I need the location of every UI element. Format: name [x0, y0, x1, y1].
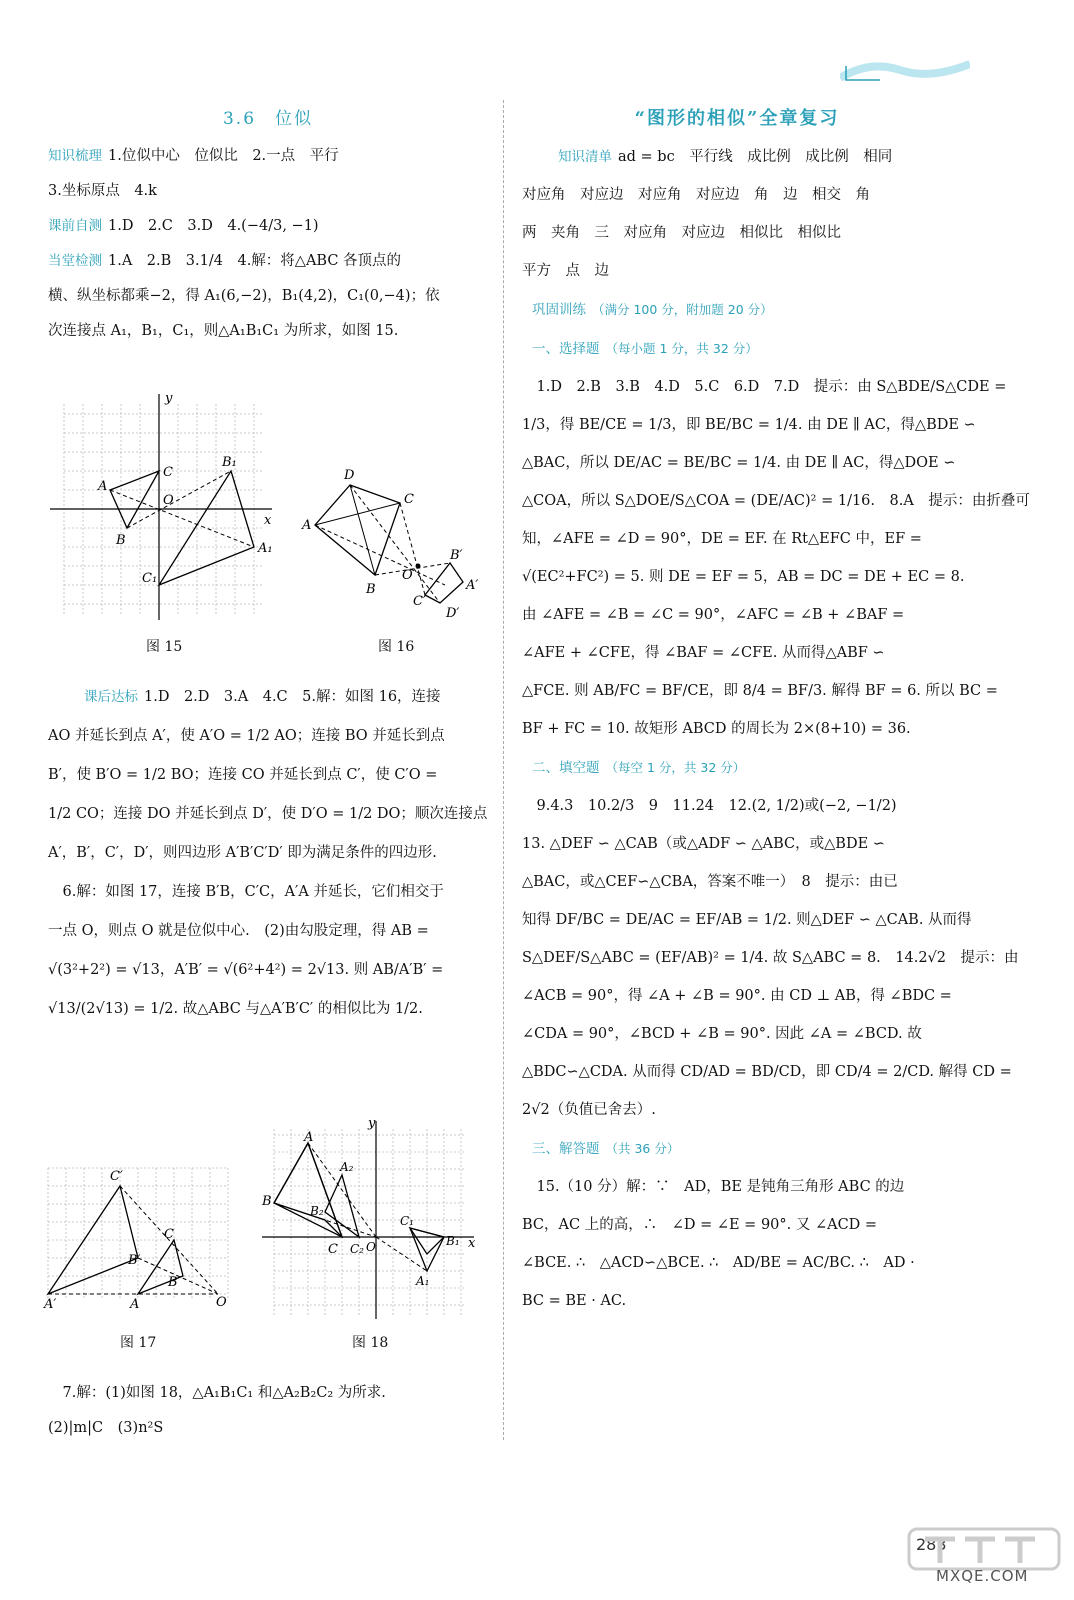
line-text: △COA，所以 S△DOE/S△COA = (DE/AC)² = 1/16. 8.A 提示：由折叠可 — [522, 493, 1030, 509]
line-text: △BDC∽△CDA. 从而得 CD/AD = BD/CD，即 CD/4 = 2/CD. 解得 CD = — [522, 1064, 1012, 1080]
line-text: 1.D 2.D 3.A 4.C 5.解：如图 16，连接 — [144, 689, 441, 705]
answer-line — [522, 1025, 952, 1044]
line-text: 次连接点 A₁，B₁，C₁，则△A₁B₁C₁ 为所求，如图 15. — [48, 323, 399, 339]
line-text: BC，AC 上的高，∴ ∠D = ∠E = 90°. 又 ∠ACD = — [522, 1217, 878, 1233]
answer-line — [522, 186, 952, 205]
fig16-label: D — [344, 468, 355, 483]
line-text: 1.D 2.B 3.B 4.D 5.C 6.D 7.D 提示：由 S△BDE/S△CDE = — [522, 379, 1007, 395]
line-text: A′，B′，C′，D′，则四边形 A′B′C′D′ 即为满足条件的四边形. — [48, 845, 437, 861]
fig15-label: A — [98, 479, 108, 494]
figure-17 — [40, 1160, 240, 1310]
line-text: B′，使 B′O = 1/2 BO；连接 CO 并延长到点 C′，使 C′O = — [48, 767, 438, 783]
line-label: 知识梳理 — [48, 148, 102, 164]
line-text: 对应角 对应边 对应角 对应边 角 边 相交 角 — [522, 187, 870, 203]
fig17-label: A — [130, 1297, 140, 1310]
fig15-label: C₁ — [142, 571, 158, 586]
fig18-label: A — [304, 1130, 314, 1145]
answer-line — [522, 911, 972, 930]
line-label: 知识清单 — [558, 149, 612, 165]
line-label: 课前自测 — [48, 218, 102, 234]
line-text: 横、纵坐标都乘−2，得 A₁(6,−2)，B₁(4,2)，C₁(0,−4)；依 — [48, 288, 440, 304]
fig18-label: C₁ — [400, 1214, 414, 1228]
answer-line — [48, 217, 488, 236]
answer-line — [522, 1254, 952, 1273]
fig16-label: C — [404, 492, 414, 507]
caption-fig16: 图 16 — [378, 639, 415, 655]
line-text: 1/2 CO；连接 DO 并延长到点 D′，使 D′O = 1/2 DO；顺次连接点 — [48, 806, 488, 822]
answer-line — [522, 835, 952, 854]
fig17-label: C′ — [110, 1169, 123, 1184]
answer-line — [522, 797, 952, 816]
line-text: ∠CDA = 90°，∠BCD + ∠B = 90°. 因此 ∠A = ∠BCD. 故 — [522, 1026, 922, 1042]
line-text: BC = BE · AC. — [522, 1293, 627, 1309]
caption-fig18: 图 18 — [352, 1335, 389, 1351]
line-text: 一点 O，则点 O 就是位似中心. (2)由勾股定理，得 AB = — [48, 923, 429, 939]
fig17-label: C — [164, 1227, 174, 1242]
fig18-label: B — [262, 1194, 272, 1209]
answer-line — [522, 720, 952, 739]
fig16-label: A — [302, 518, 312, 533]
fig15-label: O — [163, 493, 174, 508]
answer-line — [522, 987, 952, 1006]
fig17-label: B — [168, 1275, 178, 1290]
fig18-label: B₁ — [446, 1234, 460, 1248]
line-text: ∠BCE. ∴ △ACD∽△BCE. ∴ AD/BE = AC/BC. ∴ AD · — [522, 1255, 915, 1271]
answer-line — [522, 682, 998, 701]
answer-line — [48, 322, 488, 341]
fig17-label: A′ — [44, 1297, 57, 1310]
fig17-label: B′ — [128, 1253, 141, 1268]
header-wave-decoration — [840, 58, 970, 84]
answer-line — [48, 766, 488, 785]
right-column — [522, 92, 1030, 1330]
line-text: 13. △DEF ∽ △CAB（或△ADF ∽ △ABC，或△BDE ∽ — [522, 836, 885, 852]
caption-fig15: 图 15 — [146, 639, 183, 655]
line-text: 7.解：(1)如图 18，△A₁B₁C₁ 和△A₂B₂C₂ 为所求. — [48, 1385, 386, 1401]
right-lines — [522, 148, 1030, 1311]
answer-line — [522, 262, 952, 281]
section-title-chapter-review: “图形的相似”全章复习 — [634, 108, 840, 129]
caption-fig17: 图 17 — [120, 1335, 157, 1351]
answer-line — [522, 568, 965, 587]
answer-line — [522, 873, 952, 892]
fig15-label: x — [264, 513, 272, 528]
fig18-label: C — [328, 1242, 338, 1257]
answer-line — [522, 644, 952, 663]
answer-line — [522, 1178, 952, 1197]
line-label: 二、填空题 — [532, 760, 600, 776]
line-text: 知，∠AFE = ∠D = 90°，DE = EF. 在 Rt△EFC 中，EF = — [522, 531, 922, 547]
line-label: 课后达标 — [84, 689, 138, 705]
fig17-label: O — [216, 1295, 227, 1310]
answer-line — [522, 1139, 952, 1159]
fig16-label: C′ — [413, 594, 426, 609]
line-text: 15.（10 分）解：∵ AD，BE 是钝角三角形 ABC 的边 — [522, 1179, 905, 1195]
answer-line — [522, 416, 976, 435]
line-text: (2)|m|C (3)n²S — [48, 1420, 164, 1436]
answer-line — [48, 147, 488, 166]
answer-line — [48, 688, 488, 707]
line-text: 2√2（负值已舍去）. — [522, 1102, 656, 1118]
fig16-label: O — [402, 568, 413, 583]
answer-line — [522, 1292, 952, 1311]
fig18-label: x — [468, 1236, 476, 1251]
section-title-3-6: 3.6 位似 — [222, 109, 314, 129]
line-text: AO 并延长到点 A′，使 A′O = 1/2 AO；连接 BO 并延长到点 — [48, 728, 445, 744]
answer-line — [48, 1000, 488, 1019]
answer-line — [48, 182, 488, 201]
fig15-label: y — [165, 392, 173, 406]
fig18-label: A₂ — [340, 1160, 354, 1174]
line-text: （每小题 1 分，共 32 分） — [605, 341, 758, 356]
line-text: △FCE. 则 AB/FC = BF/CE，即 8/4 = BF/3. 解得 BF = 6. 所以 BC = — [522, 683, 998, 699]
line-label: 一、选择题 — [532, 341, 600, 357]
line-text: √13/(2√13) = 1/2. 故△ABC 与△A′B′C′ 的相似比为 1/2. — [48, 1001, 423, 1017]
left-block-2 — [48, 688, 488, 1039]
fig15-label: C — [163, 465, 173, 480]
line-text: √(3²+2²) = √13，A′B′ = √(6²+4²) = 2√13. 则 AB/A′B′ = — [48, 962, 444, 978]
line-text: 9.4.3 10.2/3 9 11.24 12.(2, 1/2)或(−2, −1/2) — [522, 798, 897, 814]
answer-line — [522, 1063, 1012, 1082]
answer-line — [48, 961, 488, 980]
fig18-label: B₂ — [310, 1204, 324, 1218]
answer-line — [48, 844, 488, 863]
line-text: 6.解：如图 17，连接 B′B，C′C，A′A 并延长，它们相交于 — [48, 884, 444, 900]
line-label: 三、解答题 — [532, 1141, 600, 1157]
line-text: 由 ∠AFE = ∠B = ∠C = 90°，∠AFC = ∠B + ∠BAF = — [522, 607, 905, 623]
answer-line — [522, 492, 1030, 511]
line-text: △BAC，或△CEF∽△CBA，答案不唯一） 8 提示：由已 — [522, 874, 898, 890]
left-block-1 — [48, 147, 488, 341]
answer-line — [522, 530, 952, 549]
watermark-text: MXQE.COM — [936, 1567, 1029, 1585]
figure-18 — [258, 1115, 483, 1320]
answer-line — [48, 1419, 488, 1438]
answer-line — [48, 1384, 488, 1403]
line-text: （满分 100 分，附加题 20 分） — [592, 302, 773, 317]
answer-line — [48, 805, 488, 824]
answer-line — [522, 949, 1019, 968]
answer-line — [48, 883, 488, 902]
line-text: BF + FC = 10. 故矩形 ABCD 的周长为 2×(8+10) = 36. — [522, 721, 911, 737]
answer-line — [522, 454, 956, 473]
left-block-3 — [48, 1384, 488, 1454]
line-text: 1.A 2.B 3.1/4 4.解：将△ABC 各顶点的 — [108, 253, 402, 269]
fig18-label: C₂ — [350, 1242, 364, 1256]
fig18-label: A₁ — [416, 1274, 430, 1288]
line-text: ad = bc 平行线 成比例 成比例 相同 — [618, 149, 893, 165]
column-divider — [503, 100, 504, 1440]
fig18-label: O — [366, 1240, 376, 1254]
answer-line — [522, 1216, 952, 1235]
fig15-label: B₁ — [222, 455, 237, 470]
answer-line — [522, 378, 1007, 397]
answer-line — [522, 606, 952, 625]
answer-line — [522, 148, 952, 167]
line-text: 平方 点 边 — [522, 263, 609, 279]
page-number: 283 — [916, 1535, 947, 1554]
line-text: 两 夹角 三 对应角 对应边 相似比 相似比 — [522, 225, 841, 241]
line-text: 知得 DF/BC = DE/AC = EF/AB = 1/2. 则△DEF ∽ △CAB. 从而得 — [522, 912, 972, 928]
line-text: 1.位似中心 位似比 2.一点 平行 — [108, 148, 339, 164]
line-text: √(EC²+FC²) = 5. 则 DE = EF = 5，AB = DC = DE + EC = 8. — [522, 569, 965, 585]
fig16-label: B — [366, 582, 376, 597]
answer-line — [522, 1101, 952, 1120]
fig15-label: B — [116, 533, 126, 548]
line-text: ∠ACB = 90°，得 ∠A + ∠B = 90°. 由 CD ⊥ AB，得 ∠BDC = — [522, 988, 952, 1004]
line-text: （每空 1 分，共 32 分） — [605, 760, 746, 775]
figure-15 — [50, 392, 280, 622]
fig15-label: A₁ — [258, 541, 273, 556]
answer-line — [522, 300, 952, 320]
fig16-label: D′ — [446, 606, 460, 621]
line-text: 1/3，得 BE/CE = 1/3，即 BE/BC = 1/4. 由 DE ∥ AC，得△BDE ∽ — [522, 417, 976, 433]
line-text: S△DEF/S△ABC = (EF/AB)² = 1/4. 故 S△ABC = 8. 14.2√2 提示：由 — [522, 950, 1019, 966]
line-text: （共 36 分） — [605, 1141, 680, 1156]
answer-line — [522, 339, 952, 359]
line-label: 当堂检测 — [48, 253, 102, 269]
fig18-label: y — [368, 1116, 376, 1131]
fig16-label: A′ — [466, 578, 479, 593]
answer-line — [48, 287, 488, 306]
figure-16 — [300, 465, 490, 625]
line-text: 1.D 2.C 3.D 4.(−4/3, −1) — [108, 218, 319, 234]
line-text: △BAC，所以 DE/AC = BE/BC = 1/4. 由 DE ∥ AC，得△DOE ∽ — [522, 455, 956, 471]
answer-line — [48, 922, 488, 941]
line-text: ∠AFE + ∠CFE，得 ∠BAF = ∠CFE. 从而得△ABF ∽ — [522, 645, 885, 661]
answer-line — [522, 758, 952, 778]
answer-line — [522, 224, 952, 243]
line-text: 3.坐标原点 4.k — [48, 183, 157, 199]
line-label: 巩固训练 — [532, 302, 586, 318]
fig16-label: B′ — [450, 548, 463, 563]
answer-line — [48, 252, 488, 271]
left-column — [48, 92, 488, 357]
answer-line — [48, 727, 488, 746]
